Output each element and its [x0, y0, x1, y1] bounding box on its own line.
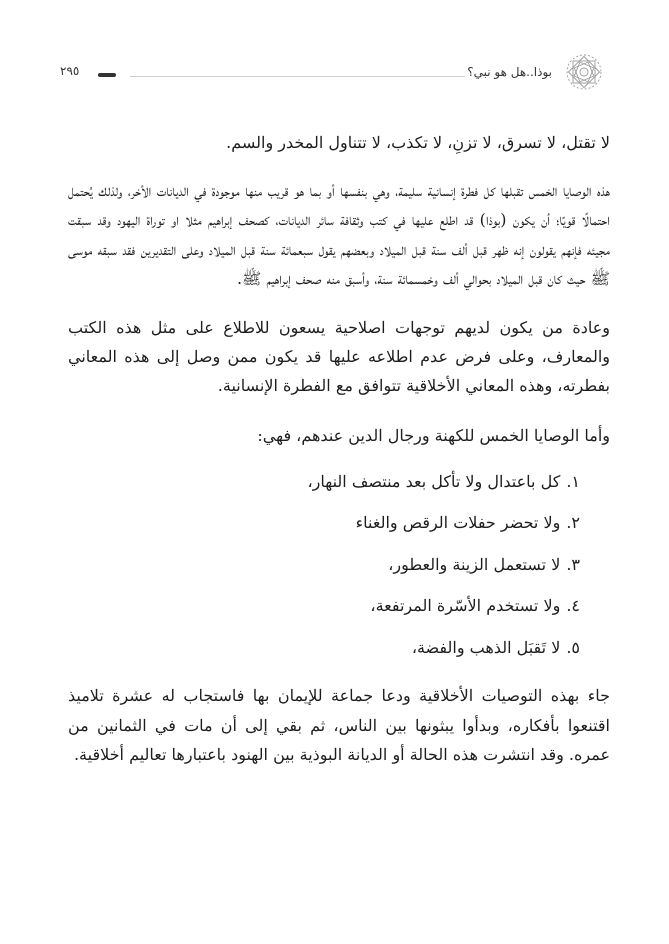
- geometric-star-ornament-icon: [564, 52, 604, 92]
- list-item: [68, 627, 580, 669]
- page-number-dash: [98, 73, 116, 77]
- running-title: بوذا..هل هو نبي؟: [467, 65, 552, 79]
- list-item: [68, 585, 580, 627]
- list-item-number: ٤.: [566, 596, 580, 616]
- list-item-number: ٢.: [566, 513, 580, 533]
- paragraph-disciples: جاء بهذه التوصيات الأخلاقية ودعا جماعة للإيمان بها فاستجاب له عشرة تلاميذ اقتنعوا بأفكاره، وبدأوا يبثونها بين الناس، ثم بقي إلى أن مات في الثمانين من عمره. وقد انتشرت هذه الحالة أو الديانة البوذية بين الهنود باعتبارها تعاليم أخلاقية.: [68, 686, 610, 764]
- list-intro: وأما الوصايا الخمس للكهنة ورجال الدين عندهم، فهي:: [257, 425, 610, 445]
- header-rule: [130, 76, 465, 77]
- list-item-number: ٥.: [566, 637, 580, 657]
- page-header: [60, 52, 610, 92]
- list-item-text: لا تَقبَل الذهب والفضة،: [411, 637, 561, 657]
- list-item-number: ٣.: [566, 554, 580, 574]
- list-item-text: كل باعتدال ولا تأكل بعد منتصف النهار،: [307, 471, 561, 491]
- list-item-number: ١.: [566, 471, 580, 491]
- list-item-text: ولا تستخدم الأسّرة المرتفعة،: [370, 596, 561, 616]
- precepts-list: [68, 461, 610, 669]
- list-item: [68, 544, 580, 586]
- list-item-text: ولا تحضر حفلات الرقص والغناء: [355, 513, 561, 533]
- paragraph-commandments: لا تقتل، لا تسرق، لا تزنِ، لا تكذب، لا تتناول المخدر والسم.: [226, 133, 610, 152]
- list-item: [68, 502, 580, 544]
- paragraph-reform-tendencies: وعادة من يكون لديهم توجهات اصلاحية يسعون للاطلاع على مثل هذه الكتب والمعارف، وعلى فرض عدم اطلاعه عليها قد يكون ممن وصل إلى هذه المعاني بفطرته، وهذه المعاني الأخلاقية تتوافق مع الفطرة الإنسانية.: [68, 318, 610, 396]
- page-number: ٢٩٥: [60, 64, 80, 78]
- list-item: [68, 461, 580, 503]
- list-item-text: لا تستعمل الزينة والعطور،: [388, 554, 561, 574]
- page-body: [68, 128, 610, 769]
- paragraph-five-precepts-discussion: هذه الوصايا الخمس تقبلها كل فطرة إنسانية سليمة، وهي بنفسها أو بما هو قريب منها موجودة في الديانات الأخر، ولذلك يُحتمل احتمالًا قويًا؛ أن يكون (بوذا) قد اطلع عليها في كتب وثقافة سائر الديانات، كصحف إبراهيم مثلا او توراة اليهود وقد سبقت مجيئه فإنهم يقولون إنه ظهر قبل ألف سنة قبل الميلاد وبعضهم يقول سبعمائة سنة قبل الميلاد وعلى التقديرين فقد سبقه موسى ﷺ حيث كان قبل الميلاد بحوالي ألف وخمسمائة سنة، وأسبق منه صحف إبراهيم ﷺ.: [68, 181, 610, 288]
